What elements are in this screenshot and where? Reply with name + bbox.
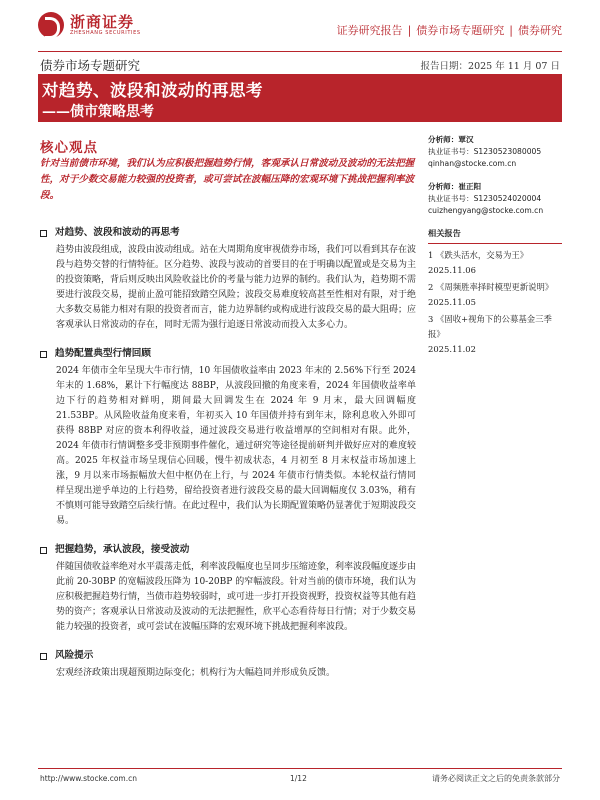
section-heading: 趋势配置典型行情回顾 (55, 348, 151, 359)
analyst-card (428, 181, 562, 217)
logo-mark-icon (38, 12, 64, 38)
related-report-date: 2025.11.05 (428, 297, 476, 307)
related-report-number: 2 (428, 282, 434, 292)
square-bullet-icon (40, 653, 47, 660)
section-heading: 把握趋势，承认波段，接受波动 (55, 544, 190, 555)
footer-divider (38, 768, 562, 769)
related-reports-heading: 相关报告 (428, 228, 562, 244)
core-view-summary: 针对当前债市环境，我们认为应积极把握趋势行情，客观承认日常波动及波动的无法把握性，对于少数交易能力较强的投资者，或可尝试在波幅压降的宏观环境下挑战把握利率波段。 (40, 158, 415, 201)
related-reports (428, 228, 562, 357)
core-view-heading: 核心观点 (40, 140, 98, 156)
section (40, 226, 416, 333)
related-report-item[interactable] (428, 312, 562, 357)
company-logo (38, 12, 141, 38)
related-report-item[interactable] (428, 280, 562, 310)
analyst-label: 分析师： (428, 182, 459, 191)
header-tag: 证券研究报告 (336, 24, 403, 37)
related-report-item[interactable] (428, 248, 562, 278)
square-bullet-icon (40, 547, 47, 554)
square-bullet-icon (40, 230, 47, 237)
section-heading: 对趋势、波段和波动的再思考 (55, 227, 180, 238)
disclaimer-note: 请务必阅读正文之后的免责条款部分 (432, 774, 560, 783)
cert-label: 执业证书号： (428, 147, 474, 156)
square-bullet-icon (40, 351, 47, 358)
cert-number: S1230523080005 (473, 147, 542, 156)
related-report-title: 《固收+视角下的公募基金三季报》 (428, 314, 552, 339)
header-tags (337, 22, 562, 38)
page-number: 1/12 (290, 774, 307, 783)
title-banner (38, 74, 562, 122)
related-report-title: 《跌头活水，交易为王》 (436, 250, 529, 260)
related-report-number: 3 (428, 314, 434, 324)
page-header (0, 0, 600, 52)
logo-name-en: ZHESHANG SECURITIES (70, 29, 141, 36)
analyst-email[interactable]: cuizhengyang@stocke.com.cn (428, 206, 544, 215)
header-tag: 债券市场专题研究 (416, 24, 505, 37)
analyst-card (428, 134, 562, 170)
section (40, 649, 416, 681)
cert-number: S1230524020004 (473, 194, 542, 203)
related-report-title: 《周频胜率择时模型更新说明》 (436, 282, 554, 292)
analyst-name: 崔正阳 (458, 182, 482, 191)
section-body: 2024 年债市全年呈现大牛市行情，10 年国债收益率由 2023 年末的 2.56%下行至 2024 年末的 1.68%，累计下行幅度达 88BP，从波段回撤的角度来看，2024 年国债收益率单边下行的趋势相对鲜明，期间最大回调发生在 2024 年 9 月末，最大回调幅度 21.53BP。从风险收益角度来看，年初买入 10 年国债并持有到年末，除利息收入外即可获得 88BP 对应的资本利得收益，通过波段交易进行收益增厚的空间相对有限。此外，2024 年债市行情调整多受非预期事件催化，通过研究等途径提前研判并做好应对的难度较高。2025 年权益市场呈现信心回暖，慢牛初成状态，4 月初至 8 月末权益市场加速上涨，9 月以来市场振幅放大但中枢仍在上行，与 2024 年债市行情类似。本轮权益行情同样呈现出逆乎单边的上行趋势，留给投资者进行波段交易的最大回调幅度仅 3.03%，稍有不慎则可能导致踏空后续行情。在此过程中，我们认为长期配置策略仍显著优于短期波段交易。 (56, 366, 417, 526)
footer-url[interactable]: http://www.stocke.com.cn (40, 774, 137, 783)
main-sections (40, 226, 416, 695)
section (40, 543, 416, 635)
section-body: 趋势由波段组成，波段由波动组成。站在大周期角度审视债券市场，我们可以看到其存在波段与趋势交替的行情特征。区分趋势、波段与波动的首要目的在于明确以配置或是交易为主的投资策略，背后则反映出风险收益比价的考量与能力边界的制约。我们认为，趋势期不需要进行波段交易，提前止盈可能招致踏空风险；波段交易难度较高甚至性相对有限，对于绝大多数交易能力相对有限的投资者而言，能力边界制约或构成进行波段交易的最大阻碍；应客观承认日常波动的存在，同时无需为强行追逐日常波动而投入太多心力。 (56, 245, 417, 330)
section-body: 伴随国债收益率绝对水平震荡走低，利率波段幅度也呈同步压缩迹象，利率波段幅度逐步由此前 20-30BP 的宽幅波段压降为 10-20BP 的窄幅波段。针对当前的债市环境，我们认为应积极把握趋势行情，当债市趋势较弱时，或可进一步打开投资视野，投资权益等其他有趋势的资产；客观承认日常波动及波动的无法把握性，欣平心态看待每日行情；对于少数交易能力较强的投资者，或可尝试在波幅压降的宏观环境下挑战把握利率波段。 (56, 562, 417, 632)
tag-separator: | (509, 24, 513, 37)
report-subtitle: ——债市策略思考 (42, 104, 154, 120)
report-type: 债券市场专题研究 (40, 58, 141, 73)
related-report-number: 1 (428, 250, 434, 260)
header-divider (38, 51, 562, 52)
related-report-date: 2025.11.02 (428, 344, 476, 354)
section-body: 宏观经济政策出现超预期边际变化；机构行为大幅趋同并形成负反馈。 (56, 668, 336, 678)
analyst-name: 覃汉 (458, 135, 474, 144)
analyst-email[interactable]: qinhan@stocke.com.cn (428, 159, 517, 168)
related-reports-list (428, 248, 562, 357)
section (40, 347, 416, 529)
section-heading: 风险提示 (55, 650, 94, 661)
analyst-label: 分析师： (428, 135, 459, 144)
sidebar (428, 134, 562, 359)
report-date: 报告日期：2025 年 11 月 07 日 (420, 61, 560, 72)
related-report-date: 2025.11.06 (428, 265, 476, 275)
tag-separator: | (407, 24, 412, 37)
cert-label: 执业证书号： (428, 194, 474, 203)
report-title: 对趋势、波段和波动的再思考 (42, 81, 263, 100)
header-tag: 债券研究 (518, 24, 562, 37)
logo-name-cn: 浙商证券 (70, 12, 135, 31)
